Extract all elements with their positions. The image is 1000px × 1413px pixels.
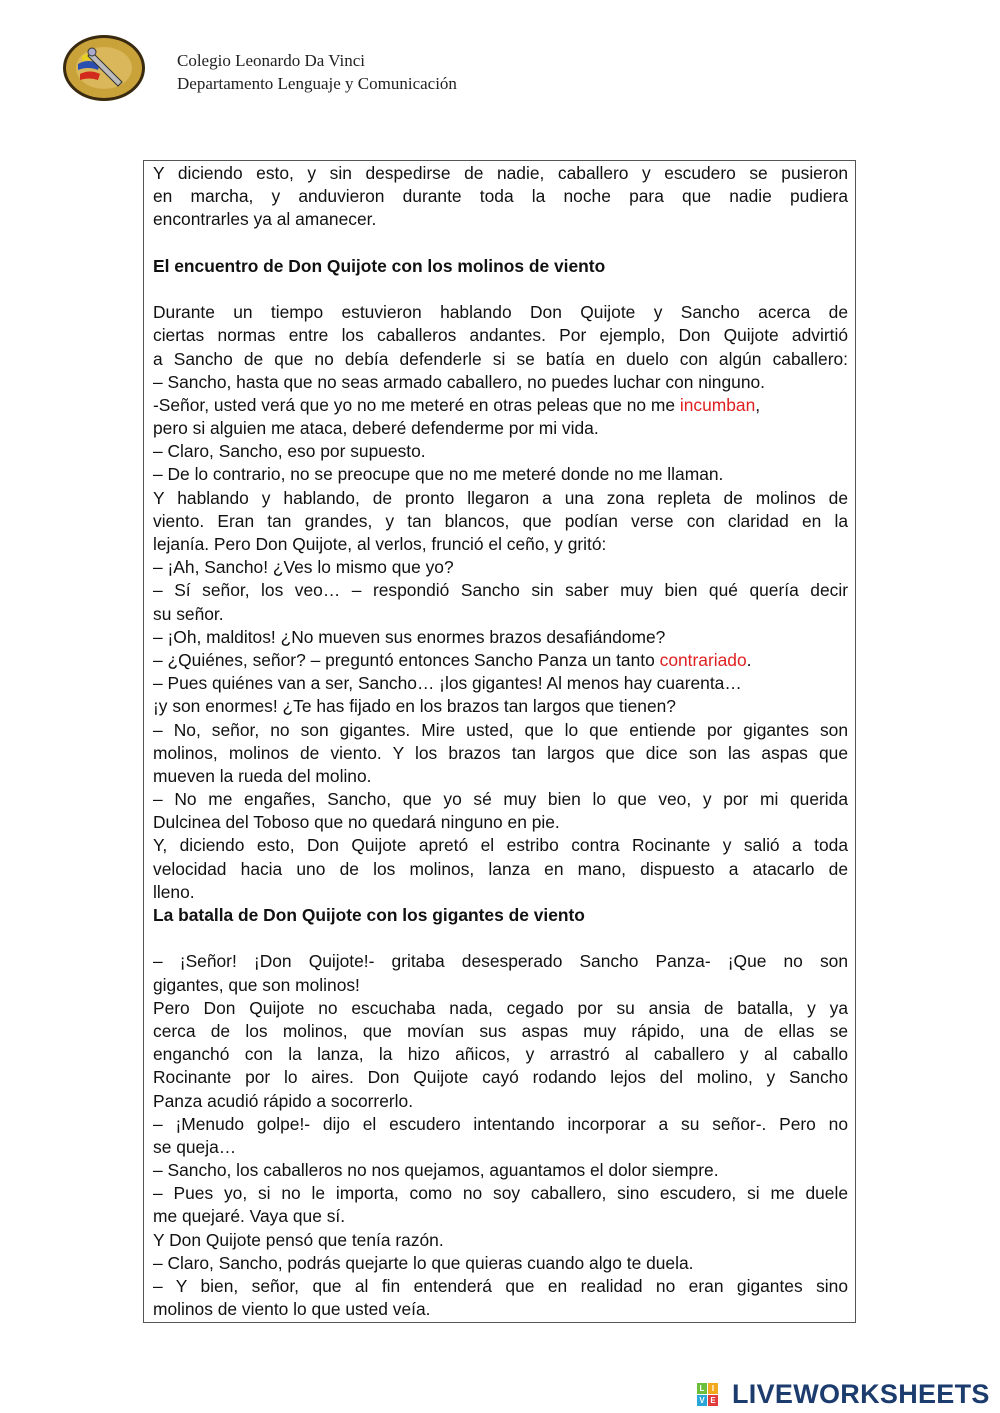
text-segment: Y, diciendo esto, Don Quijote apretó el estribo contra Rocinante y salió a toda bbox=[153, 835, 848, 856]
text-line bbox=[153, 765, 848, 788]
text-segment: pero si alguien me ataca, deberé defenderme por mi vida. bbox=[153, 418, 599, 439]
text-line bbox=[153, 208, 848, 231]
text-line bbox=[153, 672, 848, 695]
text-line bbox=[153, 162, 848, 185]
school-name: Colegio Leonardo Da Vinci bbox=[177, 51, 365, 70]
section-heading bbox=[153, 904, 848, 927]
blank-line bbox=[153, 927, 848, 950]
text-segment: Y hablando y hablando, de pronto llegaron a una zona repleta de molinos de bbox=[153, 487, 848, 508]
story-text bbox=[153, 162, 848, 1321]
liveworksheets-logo bbox=[697, 1379, 990, 1410]
text-segment: Panza acudió rápido a socorrerlo. bbox=[153, 1090, 414, 1111]
text-line bbox=[153, 324, 848, 347]
text-segment: ¡y son enormes! ¿Te has fijado en los brazos tan largos que tienen? bbox=[153, 696, 676, 717]
text-segment: mueven la rueda del molino. bbox=[153, 765, 372, 786]
text-segment: – Claro, Sancho, eso por supuesto. bbox=[153, 441, 426, 462]
text-line bbox=[153, 1159, 848, 1182]
text-line bbox=[153, 579, 848, 602]
text-segment: cerca de los molinos, que movían sus aspas muy rápido, una de ellas se bbox=[153, 1020, 848, 1041]
text-line bbox=[153, 695, 848, 718]
text-segment: , bbox=[755, 394, 761, 415]
text-line bbox=[153, 185, 848, 208]
text-segment: – ¡Señor! ¡Don Quijote!- gritaba desesperado Sancho Panza- ¡Que no son bbox=[153, 951, 848, 972]
text-line bbox=[153, 556, 848, 579]
text-segment: – No, señor, no son gigantes. Mire usted, que lo que entiende por gigantes son bbox=[153, 719, 848, 740]
text-segment: La batalla de Don Quijote con los gigantes de viento bbox=[153, 905, 585, 925]
text-line bbox=[153, 811, 848, 834]
text-segment: gigantes, que son molinos! bbox=[153, 974, 360, 995]
text-segment: me quejaré. Vaya que sí. bbox=[153, 1206, 346, 1227]
text-segment: – ¡Oh, malditos! ¿No mueven sus enormes brazos desafiándome? bbox=[153, 626, 666, 647]
badge-letter: E bbox=[708, 1395, 718, 1406]
text-segment: – Pues yo, si no le importa, como no soy caballero, sino escudero, si me duele bbox=[153, 1183, 848, 1204]
text-segment: Y Don Quijote pensó que tenía razón. bbox=[153, 1229, 444, 1250]
text-segment: – ¿Quiénes, señor? – preguntó entonces Sancho Panza un tanto bbox=[153, 649, 660, 670]
highlighted-word: incumban bbox=[679, 394, 756, 415]
text-segment: -Señor, usted verá que yo no me meteré en otras peleas que no me bbox=[153, 394, 680, 415]
text-segment: encontrarles ya al amanecer. bbox=[153, 209, 377, 230]
text-segment: – Claro, Sancho, podrás quejarte lo que quieras cuando algo te duela. bbox=[153, 1252, 694, 1273]
text-line bbox=[153, 1298, 848, 1321]
text-segment: – No me engañes, Sancho, que yo sé muy bien lo que veo, y por mi querida bbox=[153, 789, 848, 810]
text-line bbox=[153, 301, 848, 324]
text-segment: velocidad hacia uno de los molinos, lanza en mano, dispuesto a atacarlo de bbox=[153, 858, 848, 879]
text-segment: lejanía. Pero Don Quijote, al verlos, frunció el ceño, y gritó: bbox=[153, 534, 607, 554]
brand-name: LIVEWORKSHEETS bbox=[732, 1379, 990, 1409]
text-segment: – De lo contrario, no se preocupe que no me meteré donde no me llaman. bbox=[153, 464, 724, 485]
text-line bbox=[153, 1090, 848, 1113]
text-segment: – Y bien, señor, que al fin entenderá que en realidad no eran gigantes sino bbox=[153, 1276, 848, 1296]
text-line bbox=[153, 1066, 848, 1089]
text-line bbox=[153, 1275, 848, 1298]
text-segment: lleno. bbox=[153, 881, 195, 902]
text-line bbox=[153, 1229, 848, 1252]
text-segment: en marcha, y anduvieron durante toda la noche para que nadie pudiera bbox=[153, 186, 848, 207]
text-line bbox=[153, 487, 848, 510]
text-segment: Dulcinea del Toboso que no quedará ninguno en pie. bbox=[153, 812, 560, 833]
text-line bbox=[153, 997, 848, 1020]
text-line bbox=[153, 463, 848, 486]
text-segment: a Sancho de que no debía defenderle si se batía en duelo con algún caballero: bbox=[153, 348, 848, 369]
text-segment: El encuentro de Don Quijote con los molinos de viento bbox=[153, 255, 606, 276]
text-line bbox=[153, 1205, 848, 1228]
text-line bbox=[153, 440, 848, 463]
text-line bbox=[153, 394, 848, 417]
text-line bbox=[153, 348, 848, 371]
text-segment: ciertas normas entre los caballeros andantes. Por ejemplo, Don Quijote advirtió bbox=[153, 325, 848, 346]
text-line bbox=[153, 1136, 848, 1159]
text-line bbox=[153, 603, 848, 626]
text-segment: – Sancho, los caballeros no nos quejamos, aguantamos el dolor siempre. bbox=[153, 1160, 719, 1181]
text-line bbox=[153, 417, 848, 440]
text-line bbox=[153, 1252, 848, 1275]
school-header bbox=[177, 49, 457, 95]
text-segment: – Sancho, hasta que no seas armado caballero, no puedes luchar con ninguno. bbox=[153, 371, 766, 392]
text-segment: su señor. bbox=[153, 603, 224, 624]
badge-letter: I bbox=[708, 1383, 718, 1394]
text-segment: enganchó con la lanza, la hizo añicos, y arrastró al caballero y al caballo bbox=[153, 1044, 848, 1065]
text-line bbox=[153, 742, 848, 765]
blank-line bbox=[153, 278, 848, 301]
text-line bbox=[153, 881, 848, 904]
text-line bbox=[153, 626, 848, 649]
text-segment: Rocinante por lo aires. Don Quijote cayó rodando lejos del molino, y Sancho bbox=[153, 1067, 848, 1088]
text-line bbox=[153, 371, 848, 394]
text-line bbox=[153, 533, 848, 556]
text-segment: – Sí señor, los veo… – respondió Sancho sin saber muy bien qué quería decir bbox=[153, 580, 848, 601]
text-segment: – Pues quiénes van a ser, Sancho… ¡los gigantes! Al menos hay cuarenta… bbox=[153, 673, 742, 694]
badge-letter: L bbox=[697, 1383, 707, 1394]
text-line bbox=[153, 510, 848, 533]
blank-line bbox=[153, 232, 848, 255]
live-badge-icon bbox=[697, 1383, 729, 1406]
text-line bbox=[153, 1043, 848, 1066]
text-segment: Pero Don Quijote no escuchaba nada, cegado por su ansia de batalla, y ya bbox=[153, 997, 848, 1018]
text-line bbox=[153, 788, 848, 811]
text-line bbox=[153, 858, 848, 881]
text-line bbox=[153, 950, 848, 973]
text-line bbox=[153, 834, 848, 857]
highlighted-word: contrariado bbox=[659, 649, 747, 670]
department-name: Departamento Lenguaje y Comunicación bbox=[177, 74, 457, 93]
text-segment: se queja… bbox=[153, 1136, 237, 1157]
badge-letter: V bbox=[697, 1395, 707, 1406]
school-logo bbox=[62, 34, 146, 102]
text-line bbox=[153, 974, 848, 997]
text-segment: – ¡Menudo golpe!- dijo el escudero intentando incorporar a su señor-. Pero no bbox=[153, 1113, 848, 1134]
text-segment: viento. Eran tan grandes, y tan blancos, que podían verse con claridad en la bbox=[153, 510, 848, 531]
text-segment: Y diciendo esto, y sin despedirse de nadie, caballero y escudero se pusieron bbox=[153, 163, 848, 183]
text-segment: molinos de viento lo que usted veía. bbox=[153, 1299, 431, 1320]
text-line bbox=[153, 1020, 848, 1043]
text-segment: molinos, molinos de viento. Y los brazos tan largos que dice son las aspas que bbox=[153, 742, 848, 763]
text-segment: Durante un tiempo estuvieron hablando Don Quijote y Sancho acerca de bbox=[153, 302, 848, 323]
text-segment: . bbox=[746, 649, 752, 670]
text-line bbox=[153, 649, 848, 672]
text-line bbox=[153, 1113, 848, 1136]
text-segment: – ¡Ah, Sancho! ¿Ves lo mismo que yo? bbox=[153, 557, 454, 578]
text-line bbox=[153, 1182, 848, 1205]
section-heading bbox=[153, 255, 848, 278]
text-line bbox=[153, 719, 848, 742]
